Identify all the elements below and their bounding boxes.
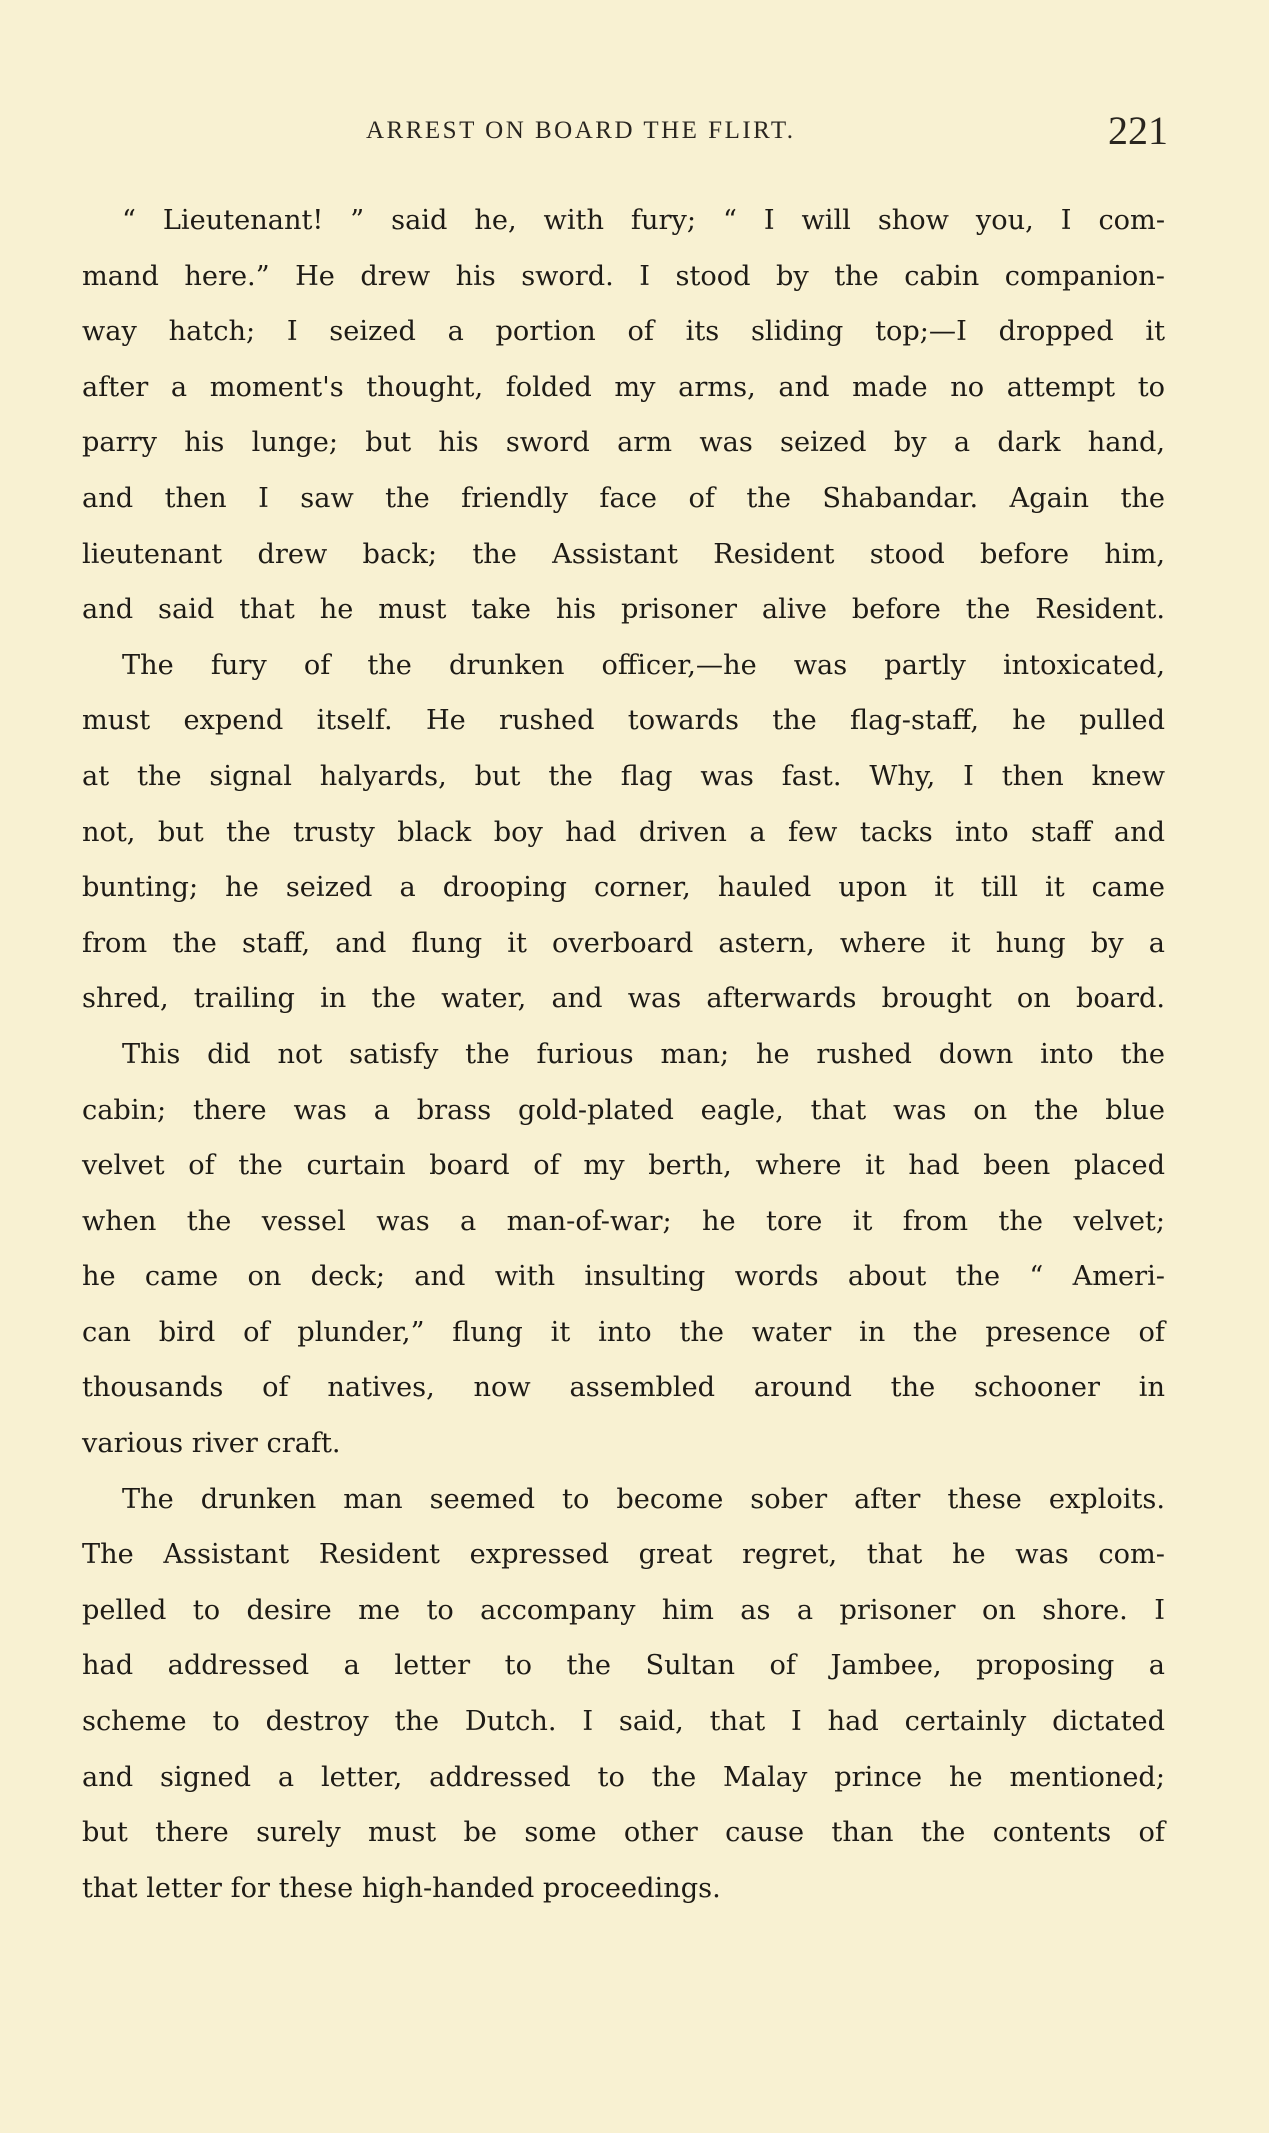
text-line: and signed a letter, addressed to the Malay prince he mentioned; bbox=[82, 1761, 1165, 1793]
text-line: This did not satisfy the furious man; he rushed down into the bbox=[122, 1038, 1165, 1070]
text-line: cabin; there was a brass gold-plated eagle, that was on the blue bbox=[82, 1094, 1165, 1126]
text-line: The fury of the drunken officer,—he was partly intoxicated, bbox=[122, 649, 1165, 681]
text-line: that letter for these high-handed proceedings. bbox=[82, 1872, 721, 1904]
text-line: way hatch; I seized a portion of its sliding top;—I dropped it bbox=[82, 316, 1165, 348]
text-line: The Assistant Resident expressed great regret, that he was com- bbox=[82, 1539, 1165, 1571]
text-line: can bird of plunder,” flung it into the water in the presence of bbox=[82, 1316, 1165, 1348]
text-line: various river craft. bbox=[82, 1428, 341, 1460]
text-line: “ Lieutenant! ” said he, with fury; “ I will show you, I com- bbox=[122, 205, 1165, 236]
text-line: lieutenant drew back; the Assistant Resident stood before him, bbox=[82, 538, 1165, 570]
text-line: shred, trailing in the water, and was afterwards brought on board. bbox=[82, 983, 1165, 1015]
text-line: must expend itself. He rushed towards the flag-staff, he pulled bbox=[82, 705, 1165, 737]
text-line: had addressed a letter to the Sultan of Jambee, proposing a bbox=[82, 1650, 1165, 1682]
page-number: 221 bbox=[1108, 108, 1168, 153]
text-line: mand here.” He drew his sword. I stood by the cabin companion- bbox=[82, 260, 1165, 292]
text-line: at the signal halyards, but the flag was fast. Why, I then knew bbox=[82, 760, 1165, 792]
text-line: but there surely must be some other cause than the contents of bbox=[82, 1817, 1165, 1849]
text-line: after a moment's thought, folded my arms, and made no attempt to bbox=[82, 371, 1165, 403]
text-line: The drunken man seemed to become sober after these exploits. bbox=[122, 1483, 1165, 1515]
text-line: and said that he must take his prisoner alive before the Resident. bbox=[82, 594, 1165, 626]
text-line: from the staff, and flung it overboard astern, where it hung by a bbox=[82, 927, 1165, 959]
text-line: and then I saw the friendly face of the Shabandar. Again the bbox=[82, 482, 1165, 514]
text-line: parry his lunge; but his sword arm was seized by a dark hand, bbox=[82, 427, 1165, 459]
body-text bbox=[82, 193, 1165, 1916]
text-line: when the vessel was a man-of-war; he tore it from the velvet; bbox=[82, 1205, 1165, 1237]
text-line: pelled to desire me to accompany him as a prisoner on shore. I bbox=[82, 1594, 1165, 1626]
text-line: scheme to destroy the Dutch. I said, that I had certainly dictated bbox=[82, 1706, 1165, 1738]
running-title: ARREST ON BOARD THE FLIRT. bbox=[366, 117, 796, 144]
text-line: bunting; he seized a drooping corner, hauled upon it till it came bbox=[82, 872, 1165, 904]
text-line: not, but the trusty black boy had driven a few tacks into staff and bbox=[82, 816, 1165, 848]
running-head bbox=[0, 108, 1269, 153]
text-line: thousands of natives, now assembled around the schooner in bbox=[82, 1372, 1165, 1404]
text-line: velvet of the curtain board of my berth, where it had been placed bbox=[82, 1150, 1165, 1182]
text-line: he came on deck; and with insulting words about the “ Ameri- bbox=[82, 1261, 1165, 1293]
